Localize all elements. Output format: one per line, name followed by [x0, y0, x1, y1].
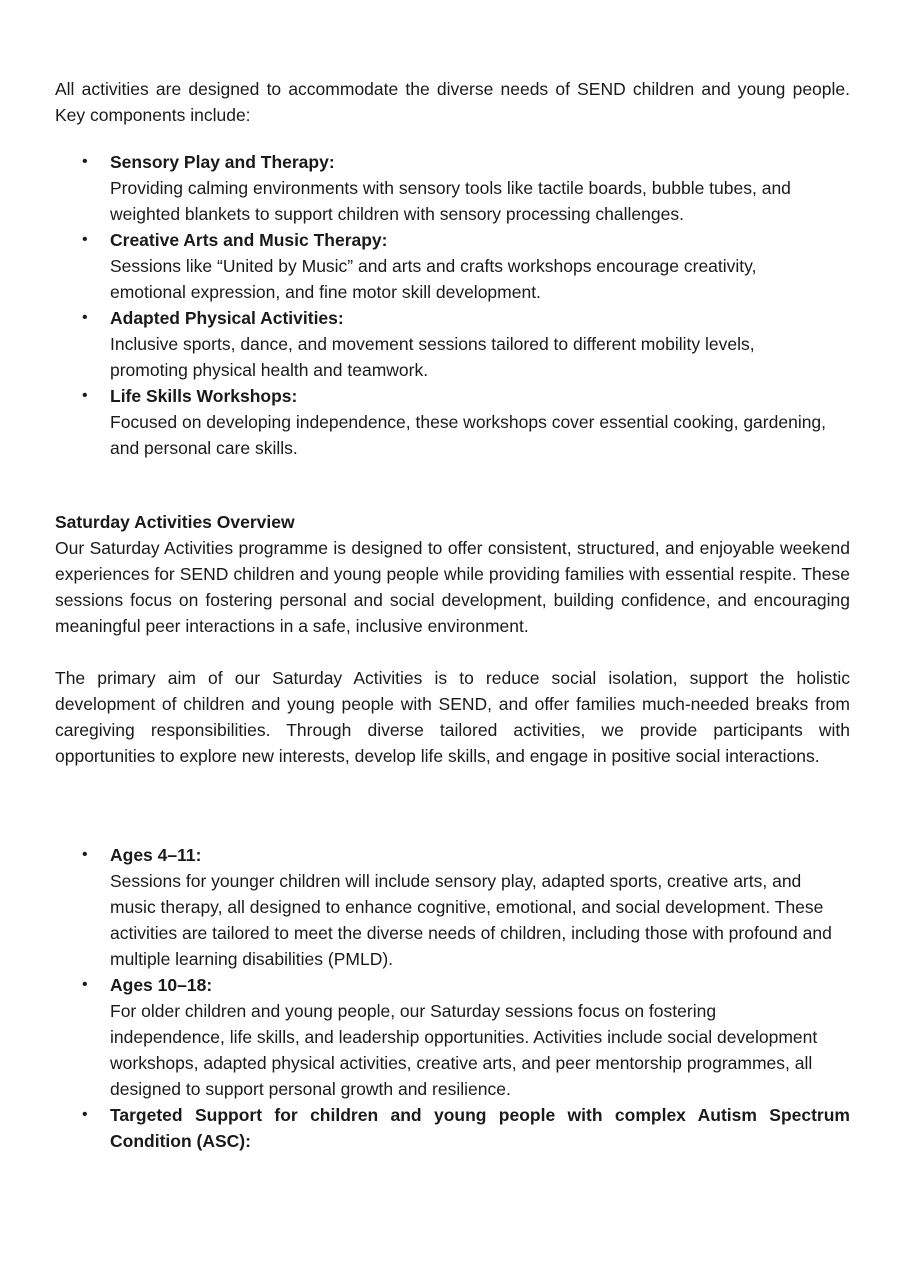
bullet-icon: •	[82, 1106, 88, 1123]
list-item	[55, 842, 850, 972]
item-description: Sessions for younger children will include sensory play, adapted sports, creative arts, and music therapy, all designed to enhance cognitive, emotional, and social development. These activities are tailored to meet the diverse needs of children, including those with profound and multiple learning disabilities (PMLD).	[110, 871, 832, 969]
section-heading: Saturday Activities Overview	[55, 512, 295, 532]
bullet-icon: •	[82, 153, 88, 170]
item-title: Creative Arts and Music Therapy:	[110, 230, 388, 250]
bullet-icon: •	[82, 976, 88, 993]
item-title: Life Skills Workshops:	[110, 386, 298, 406]
list-item	[55, 972, 850, 1102]
item-title: Adapted Physical Activities:	[110, 308, 344, 328]
item-title: Sensory Play and Therapy:	[110, 152, 335, 172]
age-groups-list	[55, 842, 850, 1154]
list-item	[55, 383, 835, 461]
item-description: Providing calming environments with sensory tools like tactile boards, bubble tubes, and weighted blankets to support children with sensory processing challenges.	[110, 178, 791, 224]
item-title: Targeted Support for children and young people with complex Autism Spectrum Condition (ASC):	[110, 1105, 850, 1151]
saturday-paragraph-2: The primary aim of our Saturday Activities is to reduce social isolation, support the holistic development of children and young people with SEND, and offer families much-needed breaks from caregiving responsibilities. Through diverse tailored activities, we provide participants with opportunities to explore new interests, develop life skills, and engage in positive social interactions.	[55, 668, 850, 766]
item-title: Ages 4–11:	[110, 845, 202, 865]
item-description: Sessions like “United by Music” and arts and crafts workshops encourage creativity, emotional expression, and fine motor skill development.	[110, 256, 757, 302]
saturday-paragraph-1: Our Saturday Activities programme is designed to offer consistent, structured, and enjoyable weekend experiences for SEND children and young people while providing families with essential respite. These sessions focus on fostering personal and social development, building confidence, and encouraging meaningful peer interactions in a safe, inclusive environment.	[55, 538, 850, 636]
list-item	[55, 305, 835, 383]
item-description: For older children and young people, our Saturday sessions focus on fostering independence, life skills, and leadership opportunities. Activities include social development workshops, adapted physical activities, creative arts, and peer mentorship programmes, all designed to support personal growth and resilience.	[110, 1001, 818, 1099]
list-item	[55, 227, 835, 305]
item-description: Inclusive sports, dance, and movement sessions tailored to different mobility levels, promoting physical health and teamwork.	[110, 334, 755, 380]
item-description: Focused on developing independence, these workshops cover essential cooking, gardening, and personal care skills.	[110, 412, 827, 458]
item-title: Ages 10–18:	[110, 975, 213, 995]
list-item	[55, 149, 835, 227]
bullet-icon: •	[82, 387, 88, 404]
key-components-list	[55, 149, 835, 461]
list-item	[55, 1102, 850, 1154]
bullet-icon: •	[82, 309, 88, 326]
bullet-icon: •	[82, 846, 88, 863]
intro-paragraph: All activities are designed to accommodate the diverse needs of SEND children and young people. Key components include:	[55, 79, 850, 125]
bullet-icon: •	[82, 231, 88, 248]
